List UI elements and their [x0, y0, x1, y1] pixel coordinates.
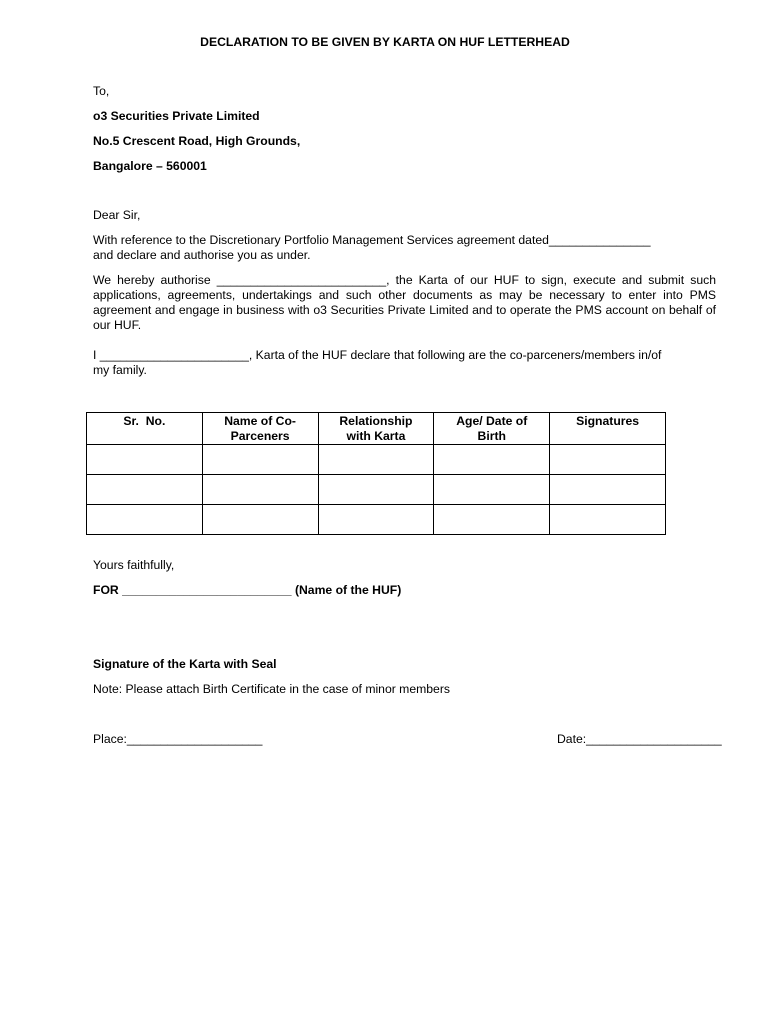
table-cell[interactable] [87, 445, 203, 475]
header-age-dob: Age/ Date of Birth [434, 413, 550, 445]
paragraph-reference-line2: and declare and authorise you as under. [93, 248, 311, 262]
paragraph-declaration-line1: I ______________________, Karta of the HUF declare that following are the co-parceners/members in/of [93, 348, 662, 362]
table-row [87, 445, 666, 475]
address-city: Bangalore – 560001 [93, 159, 207, 173]
table-header-row [87, 413, 666, 445]
paragraph-authorisation: We hereby authorise _________________________, the Karta of our HUF to sign, execute and submit such applications, agreements, undertakings and such other documents as may be necessary to enter into PMS agreement and engage in business with o3 Securities Private Limited and to operate the PMS account on behalf of our HUF. [93, 273, 716, 332]
closing: Yours faithfully, [93, 558, 175, 572]
header-sr-no: Sr. No. [87, 413, 203, 445]
salutation: Dear Sir, [93, 208, 141, 222]
table-cell[interactable] [202, 505, 318, 535]
table-cell[interactable] [202, 445, 318, 475]
header-name-of-coparceners: Name of Co- Parceners [202, 413, 318, 445]
table-cell[interactable] [550, 475, 666, 505]
table-cell[interactable] [87, 505, 203, 535]
table-cell[interactable] [550, 445, 666, 475]
table-cell[interactable] [434, 445, 550, 475]
table-row [87, 505, 666, 535]
table-cell[interactable] [434, 505, 550, 535]
table-cell[interactable] [318, 505, 434, 535]
paragraph-reference-line1: With reference to the Discretionary Portfolio Management Services agreement dated_______________ [93, 233, 651, 247]
header-signatures: Signatures [550, 413, 666, 445]
table-cell[interactable] [318, 475, 434, 505]
table-cell[interactable] [202, 475, 318, 505]
address-street: No.5 Crescent Road, High Grounds, [93, 134, 301, 148]
table-cell[interactable] [318, 445, 434, 475]
place-field[interactable]: Place:____________________ [93, 732, 263, 746]
table-cell[interactable] [87, 475, 203, 505]
coparceners-table [86, 412, 666, 535]
table-cell[interactable] [434, 475, 550, 505]
document-title: DECLARATION TO BE GIVEN BY KARTA ON HUF LETTERHEAD [200, 35, 570, 49]
for-huf-line: FOR _________________________ (Name of the HUF) [93, 583, 402, 597]
note: Note: Please attach Birth Certificate in the case of minor members [93, 682, 450, 696]
header-relationship: Relationship with Karta [318, 413, 434, 445]
paragraph-declaration-line2: my family. [93, 363, 147, 377]
table-row [87, 475, 666, 505]
address-company: o3 Securities Private Limited [93, 109, 260, 123]
address-to: To, [93, 84, 110, 98]
date-field[interactable]: Date:____________________ [557, 732, 722, 746]
table-cell[interactable] [550, 505, 666, 535]
signature-label: Signature of the Karta with Seal [93, 657, 277, 671]
